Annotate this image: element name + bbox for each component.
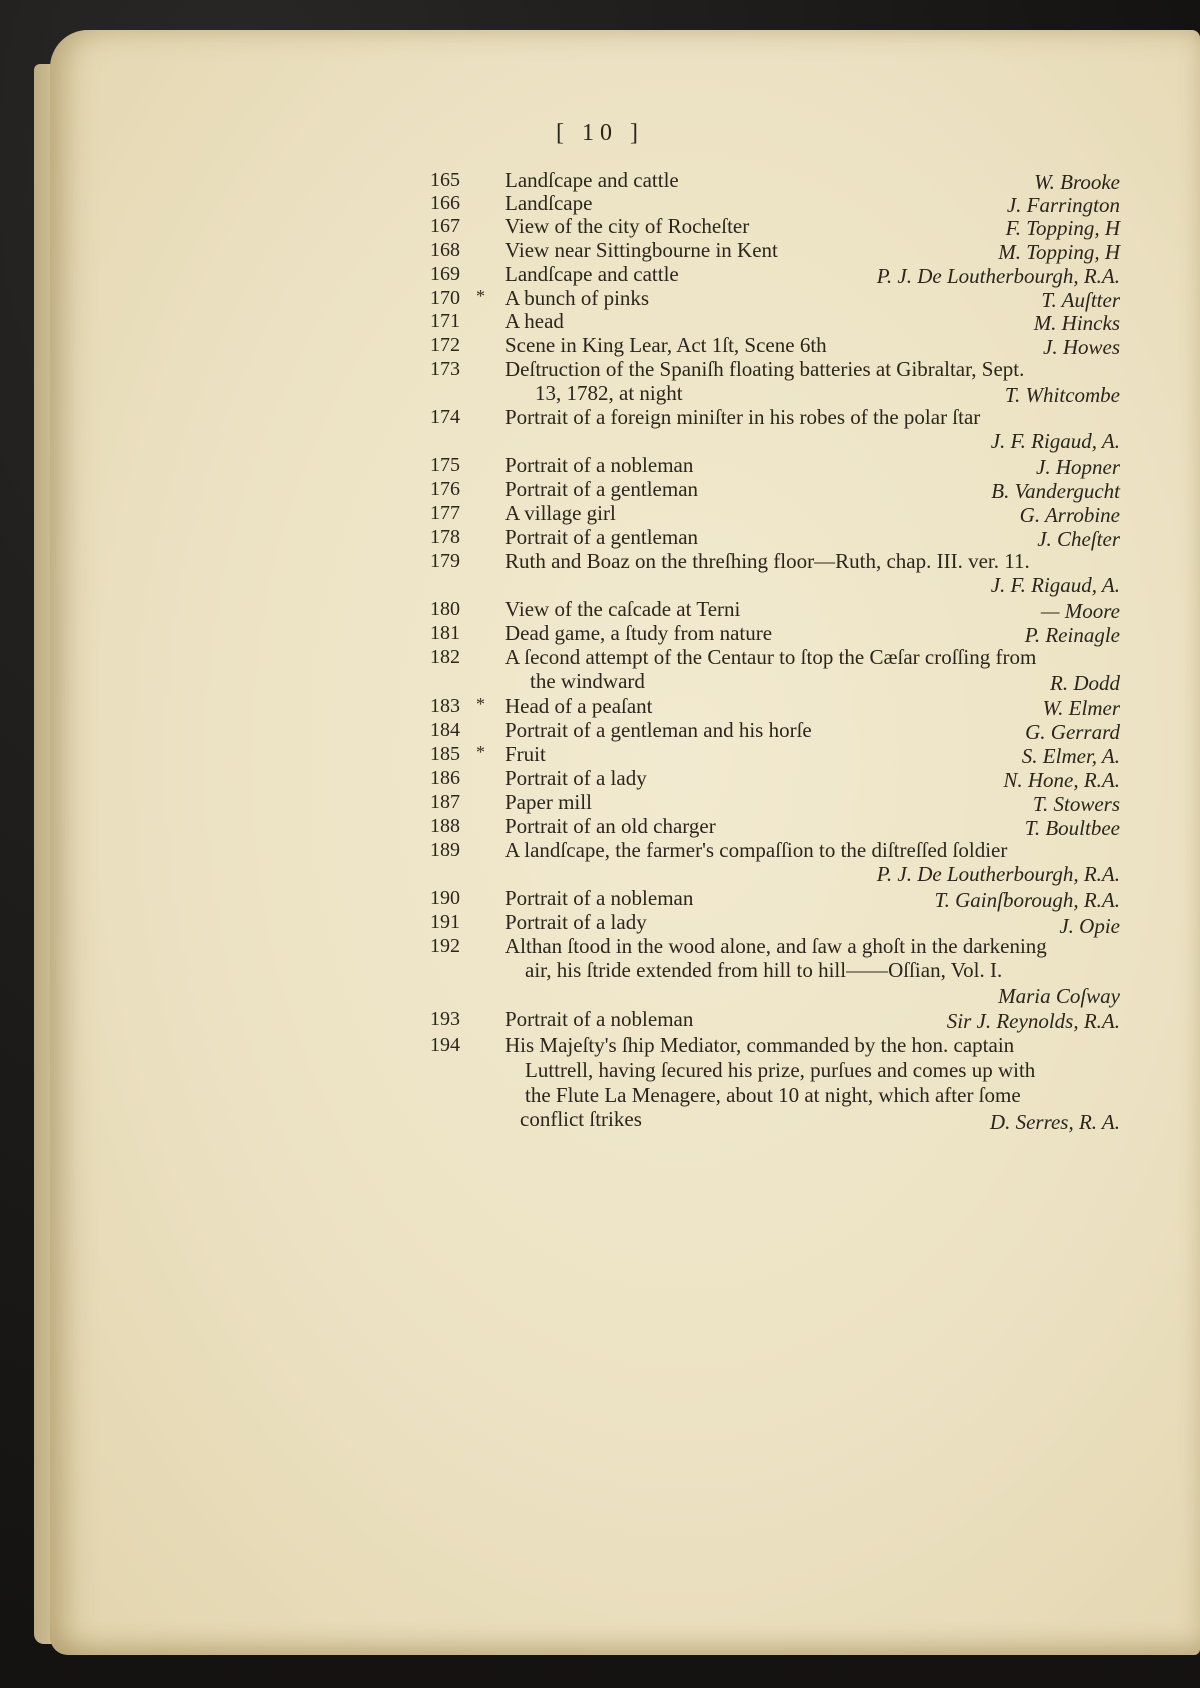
entry-title: Landſcape and cattle <box>505 168 679 192</box>
entry-title: Portrait of a lady <box>505 766 647 790</box>
entry-title: Head of a peaſant <box>505 694 653 718</box>
entry-number: 183 <box>430 695 460 717</box>
entry-title: A bunch of pinks <box>505 286 650 310</box>
entry-title: Deſtruction of the Spaniſh floating batteries at Gibraltar, Sept. <box>505 357 1025 381</box>
entry-number: 187 <box>430 791 460 813</box>
entry-title: Landſcape <box>505 191 593 215</box>
entry-title: A head <box>505 309 564 333</box>
entry-artist: F. Topping, H <box>1005 216 1120 240</box>
entry-title: Dead game, a ſtudy from nature <box>505 621 773 645</box>
entry-title: Portrait of a nobleman <box>505 1007 694 1031</box>
entry-title: Althan ſtood in the wood alone, and ſaw a ghoſt in the darkening <box>505 934 1047 958</box>
entry-artist: — Moore <box>1040 599 1120 623</box>
entry-number: 184 <box>430 719 460 741</box>
entry-title: Portrait of a foreign miniſter in his robes of the polar ſtar <box>505 405 981 429</box>
entry-artist: J. Howes <box>1043 335 1120 359</box>
entry-artist: J. Opie <box>1059 914 1120 938</box>
entry-title-continuation: conflict ſtrikes <box>520 1107 642 1131</box>
entry-title: Portrait of an old charger <box>505 814 716 838</box>
entry-title: Fruit <box>505 742 546 766</box>
entry-number: 174 <box>430 406 460 428</box>
entry-number: 168 <box>430 239 460 261</box>
entry-artist: J. Cheſter <box>1037 527 1120 551</box>
entry-title: A ſecond attempt of the Centaur to ſtop the Cæſar croſſing from <box>505 645 1037 669</box>
entry-title: Landſcape and cattle <box>505 262 679 286</box>
entry-artist: W. Brooke <box>1034 170 1120 194</box>
entry-number: 193 <box>430 1008 460 1030</box>
entry-number: 194 <box>430 1034 460 1056</box>
entry-number: 191 <box>430 911 460 933</box>
entry-artist: J. Hopner <box>1036 455 1120 479</box>
entry-title: Scene in King Lear, Act 1ſt, Scene 6th <box>505 333 827 357</box>
entry-artist: B. Vandergucht <box>991 479 1120 503</box>
entry-number: 186 <box>430 767 460 789</box>
entry-title: Portrait of a gentleman and his horſe <box>505 718 812 742</box>
entry-title-continuation: 13, 1782, at night <box>535 381 683 405</box>
entry-number: 189 <box>430 839 460 861</box>
entry-number: 171 <box>430 310 460 332</box>
entry-title: His Majeſty's ſhip Mediator, commanded by the hon. captain <box>505 1033 1015 1057</box>
entry-artist: T. Stowers <box>1032 792 1120 816</box>
entry-title: View of the city of Rocheſter <box>505 214 750 238</box>
entry-artist: T. Boultbee <box>1024 816 1120 840</box>
entry-title: Ruth and Boaz on the threſhing floor—Ruth, chap. III. ver. 11. <box>505 549 1030 573</box>
entry-title: View of the caſcade at Terni <box>505 597 741 621</box>
entry-artist: N. Hone, R.A. <box>1003 768 1120 792</box>
entry-number: 169 <box>430 263 460 285</box>
entry-number: 177 <box>430 502 460 524</box>
entry-title: Portrait of a nobleman <box>505 453 694 477</box>
entry-number: 170 <box>430 287 460 309</box>
entry-number: 188 <box>430 815 460 837</box>
entry-title: Portrait of a gentleman <box>505 477 699 501</box>
entry-number: 182 <box>430 646 460 668</box>
entry-artist: P. Reinagle <box>1024 623 1120 647</box>
entry-artist: T. Auſtter <box>1041 288 1120 312</box>
entry-number: 166 <box>430 192 460 214</box>
entry-title: View near Sittingbourne in Kent <box>505 238 778 262</box>
entry-title-continuation: Luttrell, having ſecured his prize, purſues and comes up with <box>525 1058 1036 1082</box>
entry-artist: J. F. Rigaud, A. <box>990 573 1120 597</box>
entry-title: Portrait of a nobleman <box>505 886 694 910</box>
entry-artist: G. Arrobine <box>1019 503 1120 527</box>
entry-artist: W. Elmer <box>1042 696 1120 720</box>
entry-number: 181 <box>430 622 460 644</box>
entry-artist: M. Hincks <box>1033 311 1120 335</box>
entry-star-marker: * <box>476 742 485 762</box>
entry-title-continuation: air, his ſtride extended from hill to hill——Oſſian, Vol. I. <box>525 958 1003 982</box>
entry-star-marker: * <box>476 694 485 714</box>
entry-number: 167 <box>430 215 460 237</box>
entry-artist: G. Gerrard <box>1025 720 1120 744</box>
entry-artist: P. J. De Loutherbourgh, R.A. <box>876 264 1120 288</box>
entry-star-marker: * <box>476 286 485 306</box>
entry-number: 178 <box>430 526 460 548</box>
entry-artist: Maria Coſway <box>998 984 1120 1008</box>
entry-artist: R. Dodd <box>1050 671 1120 695</box>
entry-number: 175 <box>430 454 460 476</box>
entry-number: 180 <box>430 598 460 620</box>
entry-title-continuation: the windward <box>530 669 645 693</box>
entry-artist: T. Gainſborough, R.A. <box>934 888 1120 912</box>
entry-number: 192 <box>430 935 460 957</box>
entry-artist: T. Whitcombe <box>1004 383 1120 407</box>
entry-number: 165 <box>430 169 460 191</box>
entry-number: 172 <box>430 334 460 356</box>
entry-artist: M. Topping, H <box>998 240 1120 264</box>
entry-title: A village girl <box>505 501 616 525</box>
entry-title: A landſcape, the farmer's compaſſion to the diſtreſſed ſoldier <box>505 838 1008 862</box>
page-number: [ 10 ] <box>556 120 644 146</box>
entry-artist: J. F. Rigaud, A. <box>990 429 1120 453</box>
entry-title: Paper mill <box>505 790 592 814</box>
entry-number: 185 <box>430 743 460 765</box>
entry-title-continuation: the Flute La Menagere, about 10 at night, which after ſome <box>525 1083 1021 1107</box>
entry-number: 176 <box>430 478 460 500</box>
entry-number: 190 <box>430 887 460 909</box>
entry-artist: S. Elmer, A. <box>1021 744 1120 768</box>
entry-artist: Sir J. Reynolds, R.A. <box>946 1009 1120 1033</box>
entry-title: Portrait of a lady <box>505 910 647 934</box>
entry-number: 173 <box>430 358 460 380</box>
entry-title: Portrait of a gentleman <box>505 525 699 549</box>
entry-number: 179 <box>430 550 460 572</box>
entry-artist: P. J. De Loutherbourgh, R.A. <box>876 862 1120 886</box>
entry-artist: J. Farrington <box>1006 193 1120 217</box>
entry-artist: D. Serres, R. A. <box>989 1110 1120 1134</box>
